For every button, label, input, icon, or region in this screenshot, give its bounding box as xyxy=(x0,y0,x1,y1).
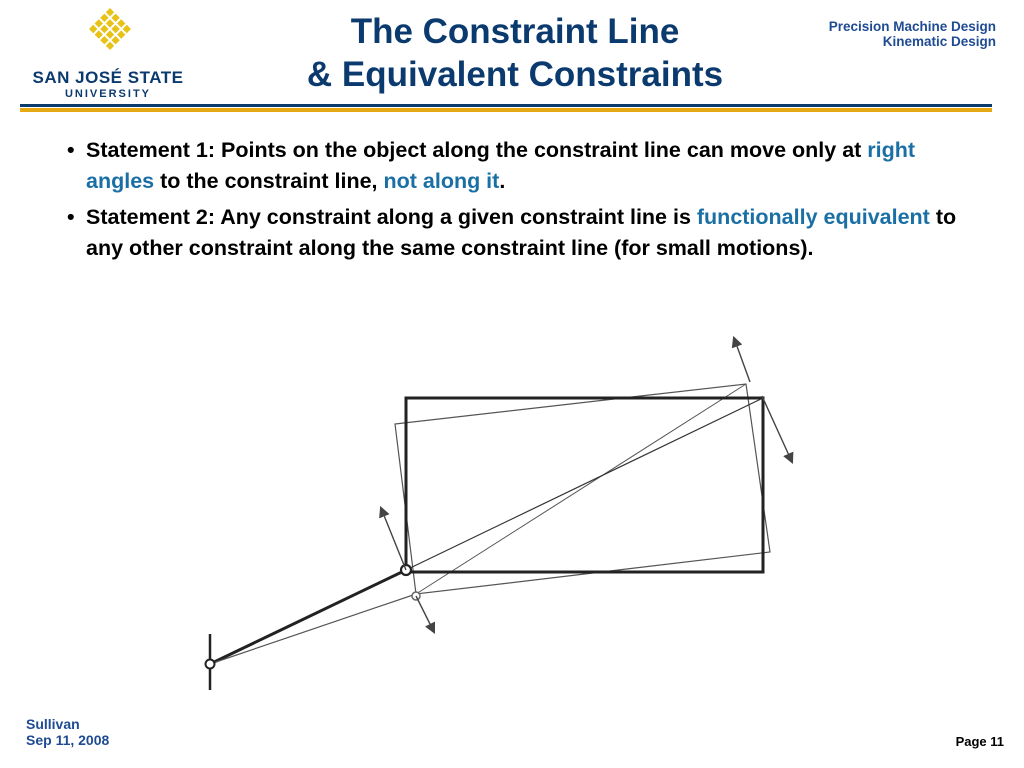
footer-author: Sullivan xyxy=(26,716,80,732)
bullet-text: Statement 1: Points on the object along the constraint line can move only at xyxy=(86,138,868,162)
logo-diamond xyxy=(95,30,103,38)
original-rectangle xyxy=(406,398,763,572)
logo-diamond xyxy=(106,30,114,38)
logo-diamond xyxy=(111,25,119,33)
logo-diamond xyxy=(106,19,114,27)
logo-diamond xyxy=(117,19,125,27)
logo-diamond xyxy=(117,30,125,38)
title-line-2: & Equivalent Constraints xyxy=(306,55,724,94)
footer-date: Sep 11, 2008 xyxy=(26,732,110,748)
bullet-marker: • xyxy=(67,138,75,162)
highlight-functionally-equivalent: functionally equivalent xyxy=(696,205,930,229)
bullet-marker: • xyxy=(67,205,75,229)
bullet-text: Statement 2: Any constraint along a given constraint line is xyxy=(86,205,697,229)
university-logo xyxy=(28,6,188,98)
logo-diamond xyxy=(100,25,108,33)
logo-diamond xyxy=(89,25,97,33)
logo-diamond xyxy=(100,36,108,44)
course-line-1: Precision Machine Design xyxy=(828,19,996,34)
bullet-text: to any other constraint along the same constraint line (for small motions). xyxy=(86,205,957,260)
page-title xyxy=(240,10,790,96)
bullet-statement-1 xyxy=(67,135,967,197)
logo-diamond xyxy=(106,8,114,16)
header-rule-gold xyxy=(20,108,992,112)
bullet-statement-2 xyxy=(67,202,967,264)
bullet-list xyxy=(67,135,967,269)
constraint-line-diagram xyxy=(176,312,836,692)
bullet-text: to the constraint line, xyxy=(154,169,384,193)
logo-diamond xyxy=(111,14,119,22)
logo-diamond xyxy=(100,14,108,22)
bullet-text: . xyxy=(499,169,506,193)
logo-diamond xyxy=(123,25,131,33)
constraint-link xyxy=(206,565,421,690)
logo-mark-icon xyxy=(86,6,134,52)
course-label xyxy=(829,19,996,49)
highlight-right-angles: right angles xyxy=(86,138,916,193)
page-number: Page 11 xyxy=(955,734,1004,749)
displaced-rectangle xyxy=(395,384,770,594)
title-line-1: The Constraint Line xyxy=(350,12,680,51)
highlight-not-along-it: not along it xyxy=(383,169,500,193)
logo-text-line2: UNIVERSITY xyxy=(64,88,151,100)
header-rule-blue xyxy=(20,104,992,107)
course-line-2: Kinematic Design xyxy=(882,34,996,49)
logo-diamond xyxy=(95,19,103,27)
footer-author-date xyxy=(26,716,109,748)
logo-diamond xyxy=(106,42,114,50)
logo-diamond xyxy=(111,36,119,44)
ground-pivot xyxy=(206,660,215,669)
logo-text-line1: SAN JOSÉ STATE xyxy=(32,68,184,87)
